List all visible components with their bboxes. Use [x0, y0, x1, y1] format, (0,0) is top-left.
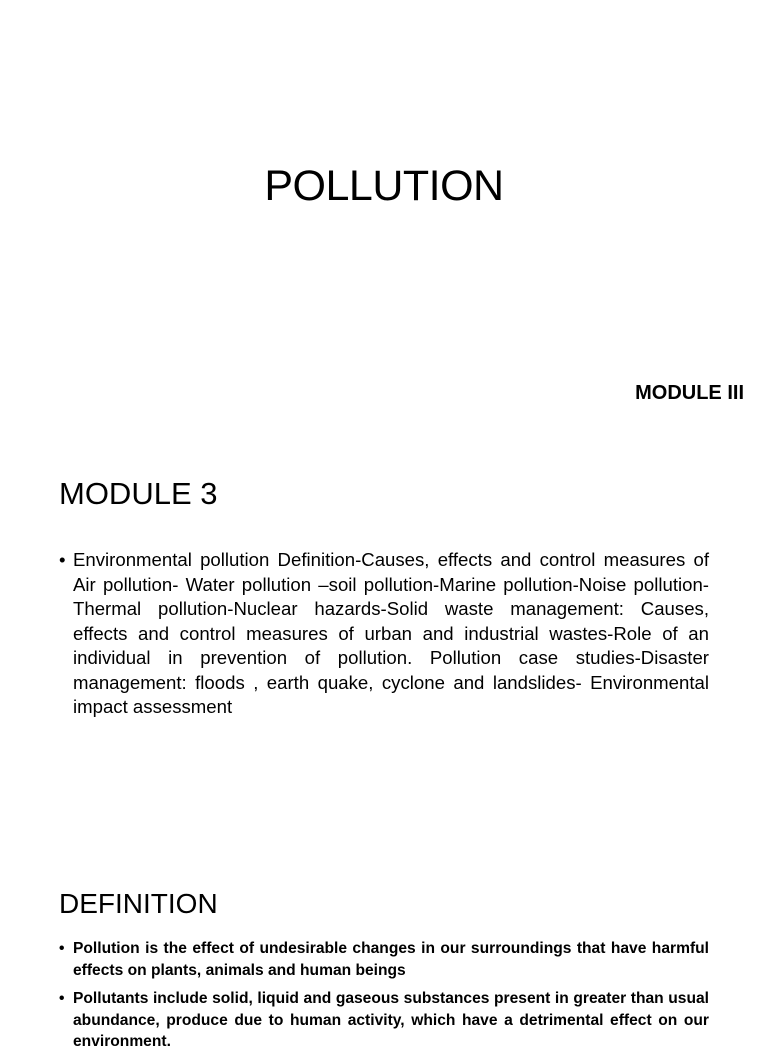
- definition-slide: [0, 860, 768, 1050]
- bullet-text: Pollutants include solid, liquid and gaseous substances present in greater than usual abundance, produce due to human activity, which have a detrimental effect on our environment.: [73, 990, 709, 1050]
- list-item: [59, 548, 709, 720]
- slide-title: POLLUTION: [264, 162, 504, 210]
- bullet-icon: •: [59, 940, 65, 957]
- list-item: [59, 988, 709, 1053]
- bullet-text: Environmental pollution Definition-Causes, effects and control measures of Air pollution- Water pollution –soil pollution-Marine pollution-Noise pollution-Thermal pollution-Nuclear hazards-Solid waste management: Causes, effects and control measures of urban and industrial wastes-Role of an individual in prevention of pollution. Pollution case studies-Disaster management: floods , earth quake, cyclone and landslides- Environmental impact assessment: [73, 549, 709, 717]
- definition-bullet-list: [59, 938, 709, 1060]
- module-heading: MODULE 3: [59, 476, 218, 511]
- title-slide: [0, 0, 768, 440]
- slide-subtitle: MODULE III: [635, 382, 744, 404]
- definition-heading: DEFINITION: [59, 888, 218, 919]
- module-slide: [0, 440, 768, 860]
- module-bullet-list: [59, 548, 709, 720]
- bullet-icon: •: [59, 549, 66, 570]
- bullet-icon: •: [59, 990, 65, 1007]
- list-item: [59, 938, 709, 981]
- bullet-text: Pollution is the effect of undesirable changes in our surroundings that have harmful effects on plants, animals and human beings: [73, 940, 709, 979]
